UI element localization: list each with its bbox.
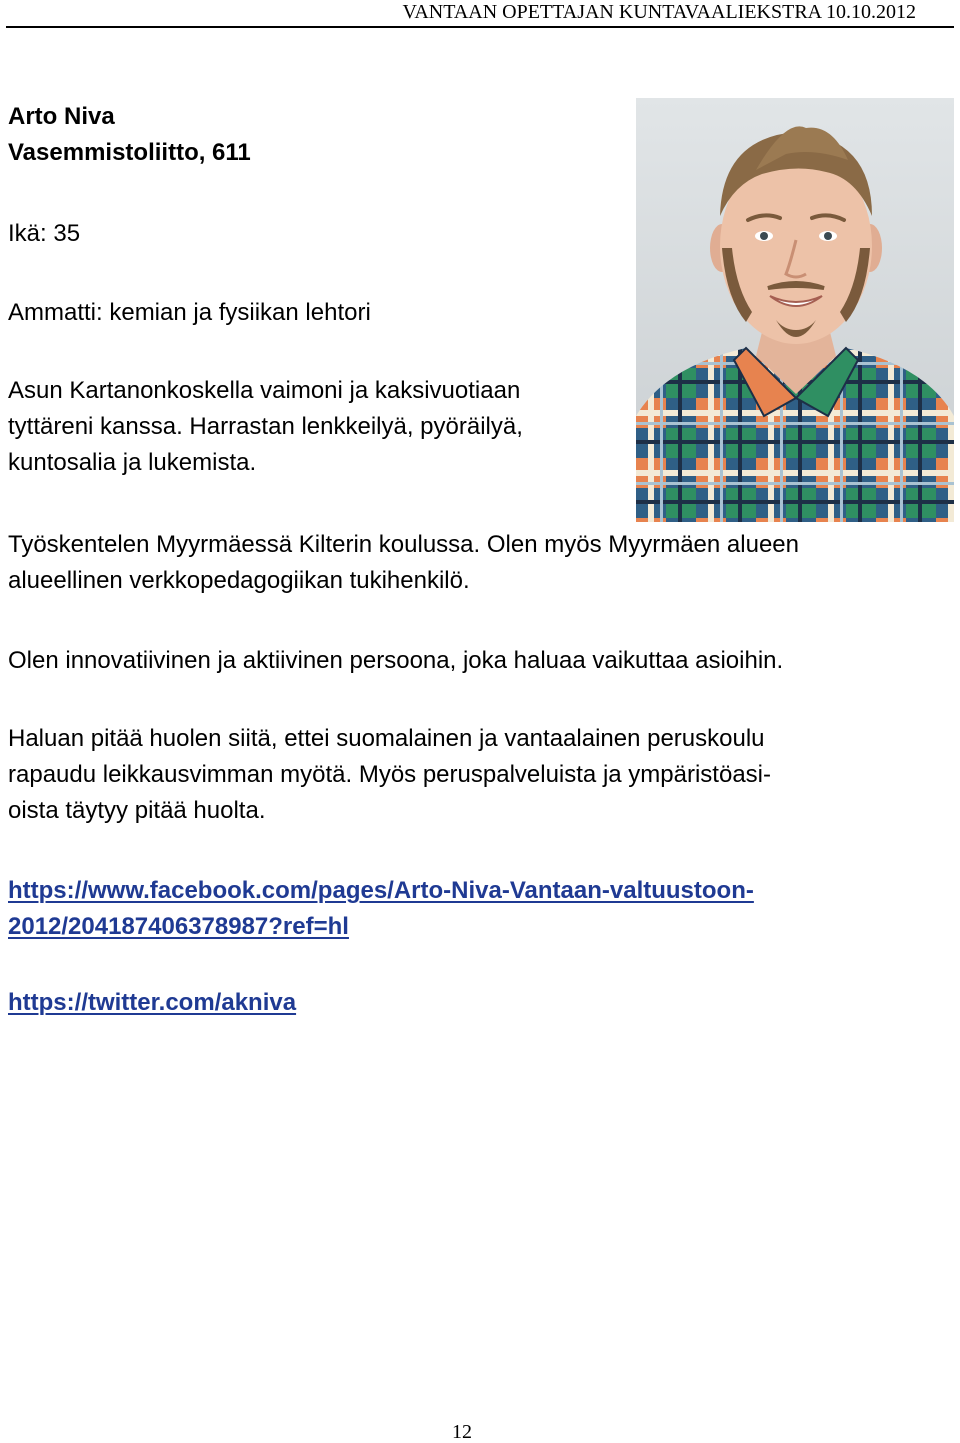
candidate-name: Arto Niva: [8, 103, 115, 130]
candidate-age: Ikä: 35: [8, 220, 81, 247]
page-number: 12: [452, 1421, 472, 1443]
twitter-link-block[interactable]: [8, 985, 296, 1021]
twitter-link[interactable]: https://twitter.com/akniva: [8, 989, 297, 1016]
paragraph-line: Asun Kartanonkoskella vaimoni ja kaksivuotiaan: [8, 377, 521, 404]
paragraph-line: Haluan pitää huolen siitä, ettei suomalainen ja vantaalainen peruskoulu: [8, 725, 765, 752]
paragraph-line: kuntosalia ja lukemista.: [8, 449, 257, 476]
paragraph-line: tyttäreni kanssa. Harrastan lenkkeilyä, pyöräilyä,: [8, 413, 523, 440]
paragraph-line: oista täytyy pitää huolta.: [8, 797, 266, 824]
paragraph-line: alueellinen verkkopedagogiikan tukihenkilö.: [8, 567, 470, 594]
facebook-link-line[interactable]: https://www.facebook.com/pages/Arto-Niva-Vantaan-valtuustoon-: [8, 877, 754, 904]
candidate-portrait-icon: [636, 98, 954, 522]
running-header: VANTAAN OPETTAJAN KUNTAVAALIEKSTRA 10.10.2012: [402, 1, 916, 23]
candidate-portrait-photo: [636, 98, 954, 522]
paragraph-line: rapaudu leikkausvimman myötä. Myös peruspalveluista ja ympäristöasi-: [8, 761, 771, 788]
paragraph-line: Työskentelen Myyrmäessä Kilterin koulussa. Olen myös Myyrmäen alueen: [8, 531, 799, 558]
header-rule: [6, 26, 954, 28]
candidate-party-number: Vasemmistoliitto, 611: [8, 139, 251, 166]
bio-work-paragraph: [8, 527, 799, 599]
facebook-link-line[interactable]: 2012/204187406378987?ref=hl: [8, 913, 349, 940]
bio-goals-paragraph: [8, 721, 771, 829]
bio-home-paragraph: [8, 373, 523, 481]
facebook-link[interactable]: [8, 873, 754, 945]
candidate-info: [8, 99, 251, 171]
bio-persona-paragraph: Olen innovatiivinen ja aktiivinen persoona, joka haluaa vaikuttaa asioihin.: [8, 647, 784, 674]
candidate-profession: Ammatti: kemian ja fysiikan lehtori: [8, 299, 371, 326]
